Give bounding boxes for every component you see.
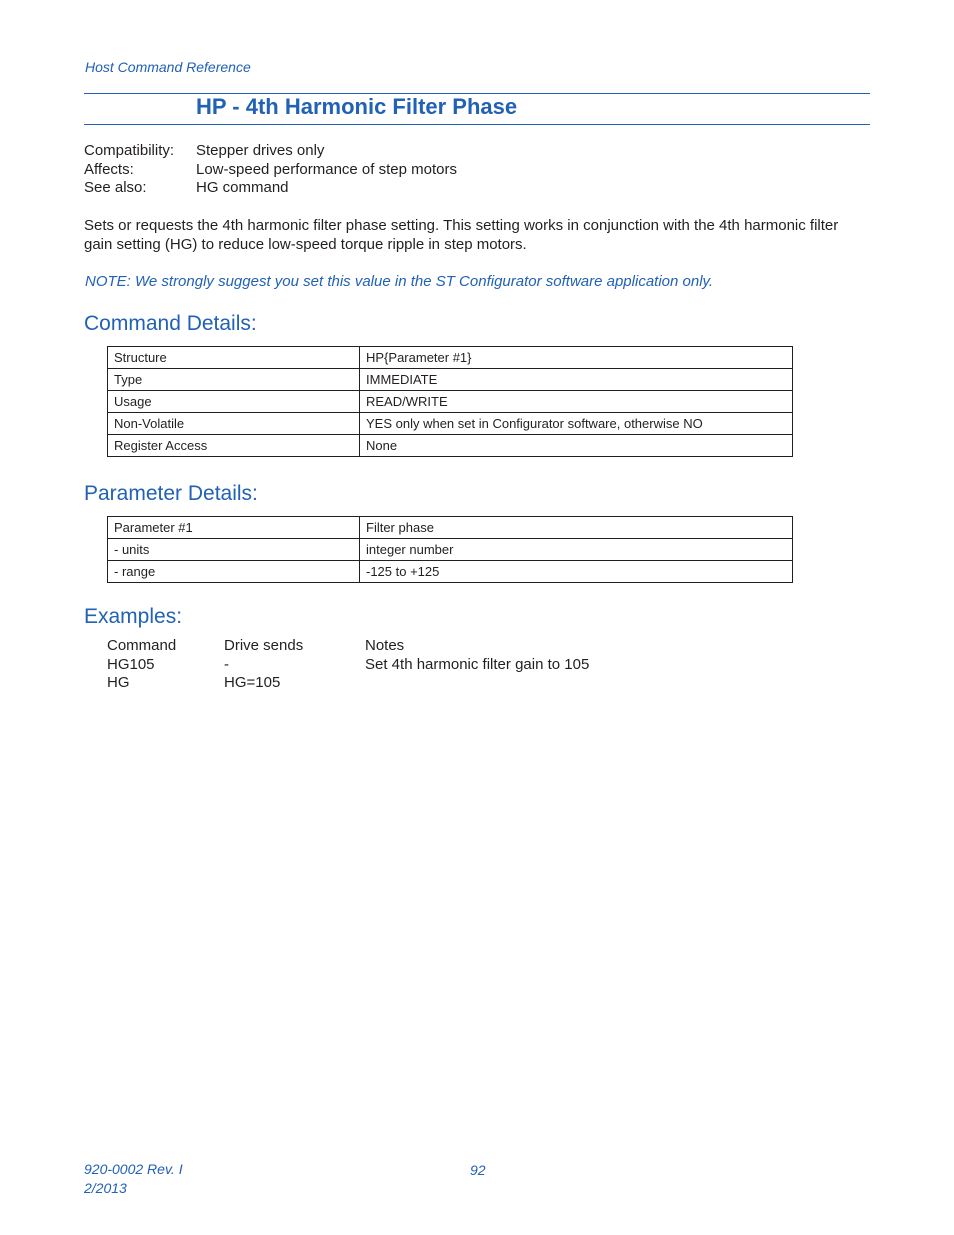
table-cell: YES only when set in Configurator software, otherwise NO: [360, 413, 793, 435]
table-cell: Usage: [108, 391, 360, 413]
examples-header-row: [107, 637, 589, 656]
table-row: [108, 539, 793, 561]
table-row: [108, 413, 793, 435]
list-item: [107, 656, 589, 675]
meta-row-affects: [84, 161, 457, 180]
table-cell: Filter phase: [360, 517, 793, 539]
meta-row-compatibility: [84, 142, 457, 161]
title-bottom-rule: [84, 124, 870, 125]
table-row: [108, 391, 793, 413]
table-cell: Type: [108, 369, 360, 391]
footer-doc-number: 920-0002 Rev. I: [84, 1161, 183, 1177]
command-details-table: [107, 346, 793, 457]
meta-key: See also:: [84, 179, 147, 196]
meta-row-see-also: [84, 179, 457, 198]
table-row: [108, 347, 793, 369]
command-details-heading: Command Details:: [84, 312, 257, 335]
examples-heading: Examples:: [84, 605, 183, 628]
meta-block: [84, 142, 457, 198]
footer-doc-info: [84, 1160, 183, 1198]
table-cell: -125 to +125: [360, 561, 793, 583]
table-cell: Structure: [108, 347, 360, 369]
table-row: [108, 517, 793, 539]
table-cell: READ/WRITE: [360, 391, 793, 413]
parameter-details-table: [107, 516, 793, 583]
table-cell: Parameter #1: [108, 517, 360, 539]
example-note: Set 4th harmonic filter gain to 105: [365, 655, 590, 673]
table-cell: Register Access: [108, 435, 360, 457]
table-cell: Non-Volatile: [108, 413, 360, 435]
page-title: HP - 4th Harmonic Filter Phase: [196, 94, 518, 119]
table-cell: integer number: [360, 539, 793, 561]
table-cell: - units: [108, 539, 360, 561]
meta-key: Affects:: [84, 160, 134, 178]
column-header: Notes: [365, 637, 405, 654]
example-response: HG=105: [224, 674, 281, 691]
parameter-details-heading: Parameter Details:: [84, 482, 258, 505]
description: Sets or requests the 4th harmonic filter phase setting. This setting works in conjunction with the 4th harmonic filter gain setting (HG) to reduce low-speed torque ripple in step motors.: [84, 217, 839, 253]
table-row: [108, 435, 793, 457]
table-cell: IMMEDIATE: [360, 369, 793, 391]
meta-value: Stepper drives only: [196, 142, 325, 159]
table-cell: HP{Parameter #1}: [360, 347, 793, 369]
example-response: -: [224, 655, 229, 673]
table-cell: None: [360, 435, 793, 457]
header-reference: Host Command Reference: [85, 59, 251, 75]
examples-list: [107, 637, 589, 693]
example-command: HG105: [107, 655, 155, 673]
table-cell: - range: [108, 561, 360, 583]
footer-date: 2/2013: [84, 1180, 127, 1196]
page-number: 92: [470, 1162, 486, 1178]
table-row: [108, 369, 793, 391]
column-header: Drive sends: [224, 637, 304, 654]
meta-key: Compatibility:: [84, 142, 175, 159]
note: NOTE: We strongly suggest you set this value in the ST Configurator software application only.: [85, 273, 714, 290]
list-item: [107, 674, 589, 693]
example-command: HG: [107, 674, 130, 691]
meta-value: Low-speed performance of step motors: [196, 160, 457, 178]
column-header: Command: [107, 637, 177, 654]
table-row: [108, 561, 793, 583]
meta-value: HG command: [196, 179, 289, 196]
